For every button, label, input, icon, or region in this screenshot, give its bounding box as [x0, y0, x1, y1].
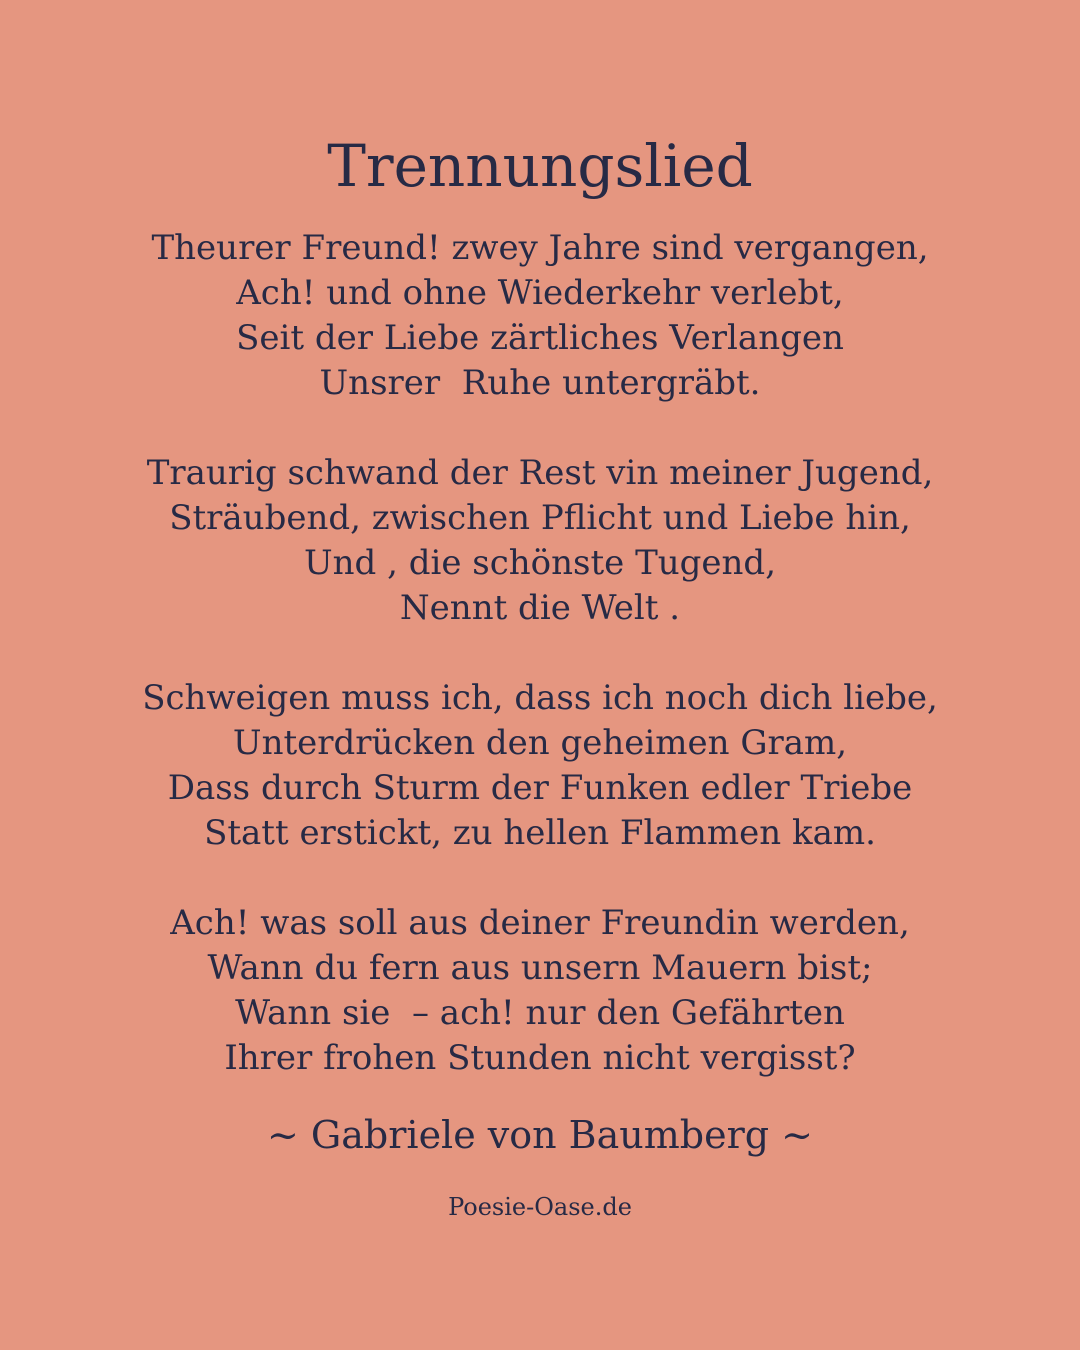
poem-line: Statt erstickt, zu hellen Flammen kam. — [204, 813, 876, 853]
poem-line: Unsrer Ruhe untergräbt. — [319, 363, 761, 403]
poem-line: Ach! was soll aus deiner Freundin werden, — [170, 903, 910, 943]
poem-line: Ach! und ohne Wiederkehr verlebt, — [236, 273, 844, 313]
poem-line: Traurig schwand der Rest vin meiner Jugend, — [146, 453, 934, 493]
stanza-2 — [0, 451, 1080, 631]
poem-line: Dass durch Sturm der Funken edler Triebe — [167, 768, 913, 808]
poem-line: Wann du fern aus unsern Mauern bist; — [207, 948, 873, 988]
poem-line: Sträubend, zwischen Pflicht und Liebe hin, — [169, 498, 911, 538]
site-credit: Poesie-Oase.de — [448, 1193, 632, 1221]
stanza-1 — [0, 226, 1080, 406]
poem-title: Trennungslied — [327, 132, 753, 200]
poem-line: Unterdrücken den geheimen Gram, — [232, 723, 848, 763]
poem-line: Wann sie – ach! nur den Gefährten — [235, 993, 845, 1033]
poem-line: Und , die schönste Tugend, — [303, 543, 777, 583]
stanza-4 — [0, 901, 1080, 1081]
poem-line: Seit der Liebe zärtliches Verlangen — [236, 318, 844, 358]
poem-line: Nennt die Welt . — [399, 588, 681, 628]
poem-line: Ihrer frohen Stunden nicht vergisst? — [224, 1038, 856, 1078]
poem-line: Schweigen muss ich, dass ich noch dich liebe, — [142, 678, 938, 718]
poem-author: ~ Gabriele von Baumberg ~ — [267, 1113, 813, 1157]
stanza-3 — [0, 676, 1080, 856]
poem-line: Theurer Freund! zwey Jahre sind vergangen, — [151, 228, 929, 268]
